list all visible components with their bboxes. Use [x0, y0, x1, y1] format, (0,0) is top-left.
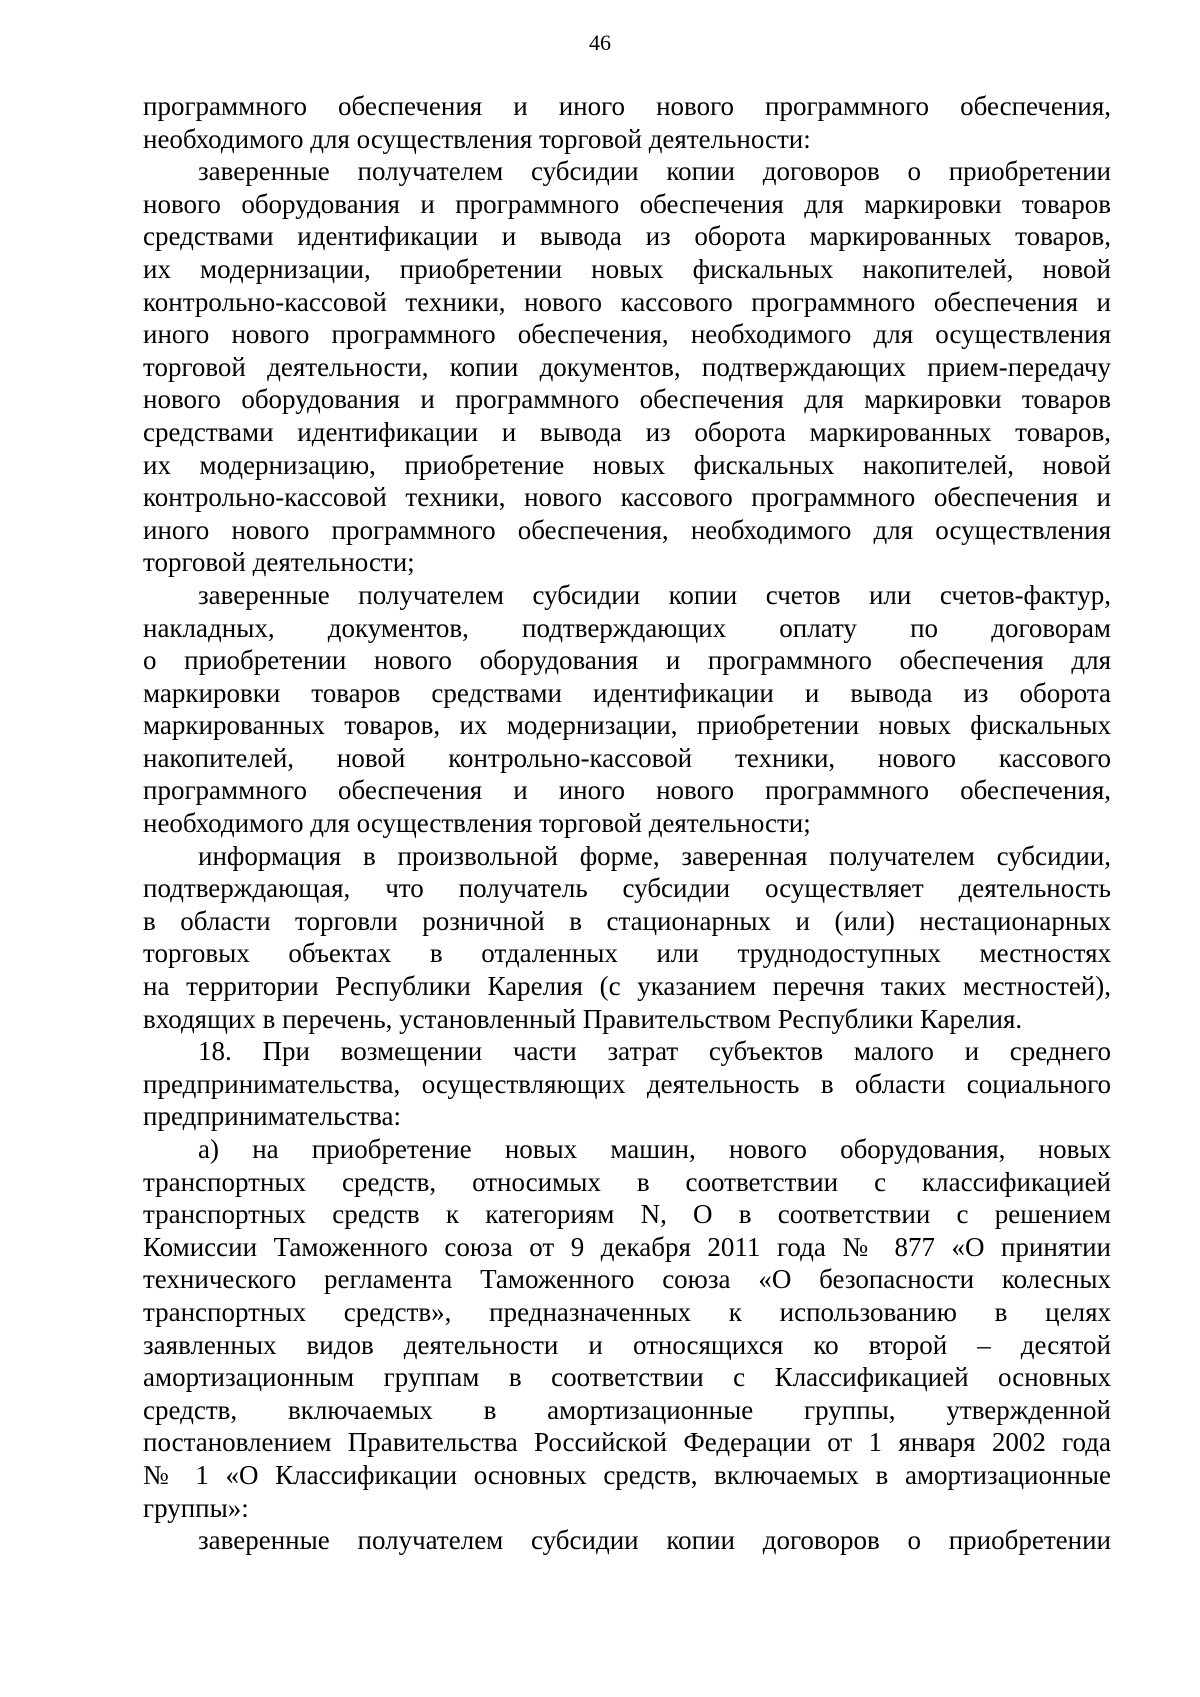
text-line: технического регламента Таможенного союза «О безопасности колесных: [143, 1264, 1111, 1295]
text-line: контрольно-кассовой техники, нового кассового программного обеспечения и: [143, 286, 1111, 317]
text-line: маркировки товаров средствами идентификации и вывода из оборота: [143, 677, 1111, 708]
text-line: предпринимательства:: [143, 1101, 402, 1132]
text-line: их модернизации, приобретении новых фискальных накопителей, новой: [143, 253, 1111, 284]
text-line: в области торговли розничной в стационарных и (или) нестационарных: [143, 905, 1111, 936]
text-line: средствами идентификации и вывода из оборота маркированных товаров,: [143, 416, 1111, 447]
text-line: транспортных средств», предназначенных к использованию в целях: [143, 1296, 1111, 1327]
text-line: заверенные получателем субсидии копии договоров о приобретении: [198, 1525, 1111, 1556]
text-line: необходимого для осуществления торговой деятельности;: [143, 808, 811, 839]
text-line: торговой деятельности;: [143, 547, 415, 578]
text-line: контрольно-кассовой техники, нового кассового программного обеспечения и: [143, 482, 1111, 513]
page-number: 46: [589, 30, 611, 55]
text-line: а) на приобретение новых машин, нового оборудования, новых: [198, 1134, 1111, 1164]
text-line: накладных, документов, подтверждающих оплату по договорам: [143, 612, 1111, 643]
text-line: № 1 «О Классификации основных средств, включаемых в амортизационные: [143, 1459, 1111, 1490]
text-line: на территории Республики Карелия (с указанием перечня таких местностей),: [143, 971, 1111, 1002]
text-line: средствами идентификации и вывода из оборота маркированных товаров,: [143, 221, 1111, 252]
text-line: подтверждающая, что получатель субсидии осуществляет деятельность: [143, 873, 1111, 904]
text-line: иного нового программного обеспечения, необходимого для осуществления: [143, 319, 1111, 350]
paragraph: [143, 1035, 1111, 1133]
text-line: нового оборудования и программного обеспечения для маркировки товаров: [143, 384, 1111, 415]
text-line: их модернизацию, приобретение новых фискальных накопителей, новой: [143, 449, 1111, 480]
paragraph: [143, 1133, 1111, 1524]
text-line: средств, включаемых в амортизационные группы, утвержденной: [143, 1394, 1111, 1425]
text-line: о приобретении нового оборудования и программного обеспечения для: [143, 645, 1111, 676]
text-line: накопителей, новой контрольно-кассовой техники, нового кассового: [143, 742, 1111, 773]
text-line: программного обеспечения и иного нового программного обеспечения,: [143, 91, 1111, 121]
text-line: торговых объектах в отдаленных или труднодоступных местностях: [143, 938, 1111, 969]
text-line: 18. При возмещении части затрат субъектов малого и среднего: [198, 1036, 1111, 1067]
text-line: Комиссии Таможенного союза от 9 декабря 2011 года № 877 «О принятии: [143, 1231, 1111, 1262]
text-line: программного обеспечения и иного нового программного обеспечения,: [143, 775, 1111, 806]
text-line: нового оборудования и программного обеспечения для маркировки товаров: [143, 188, 1111, 219]
text-line: транспортных средств к категориям N, O в соответствии с решением: [143, 1199, 1111, 1230]
text-line: постановлением Правительства Российской Федерации от 1 января 2002 года: [143, 1427, 1111, 1458]
text-line: заверенные получателем субсидии копии договоров о приобретении: [198, 156, 1111, 187]
text-line: предпринимательства, осуществляющих деятельность в области социального: [143, 1068, 1111, 1099]
text-line: иного нового программного обеспечения, необходимого для осуществления: [143, 514, 1111, 545]
document-body: [143, 90, 1111, 1557]
text-line: группы»:: [143, 1492, 249, 1523]
text-line: торговой деятельности, копии документов, подтверждающих прием-передачу: [143, 351, 1111, 382]
text-line: информация в произвольной форме, заверенная получателем субсидии,: [198, 840, 1111, 871]
text-line: заявленных видов деятельности и относящихся ко второй – десятой: [143, 1329, 1111, 1360]
text-line: необходимого для осуществления торговой деятельности:: [143, 123, 811, 154]
paragraph: [143, 579, 1111, 840]
paragraph: [143, 840, 1111, 1036]
text-line: входящих в перечень, установленный Правительством Республики Карелия.: [143, 1003, 1023, 1034]
paragraph: [143, 1524, 1111, 1557]
text-line: заверенные получателем субсидии копии счетов или счетов-фактур,: [198, 579, 1111, 610]
paragraph: [143, 155, 1111, 579]
text-line: транспортных средств, относимых в соответствии с классификацией: [143, 1166, 1111, 1197]
text-line: маркированных товаров, их модернизации, приобретении новых фискальных: [143, 710, 1111, 741]
text-line: амортизационным группам в соответствии с Классификацией основных: [143, 1362, 1111, 1393]
paragraph: [143, 90, 1111, 155]
